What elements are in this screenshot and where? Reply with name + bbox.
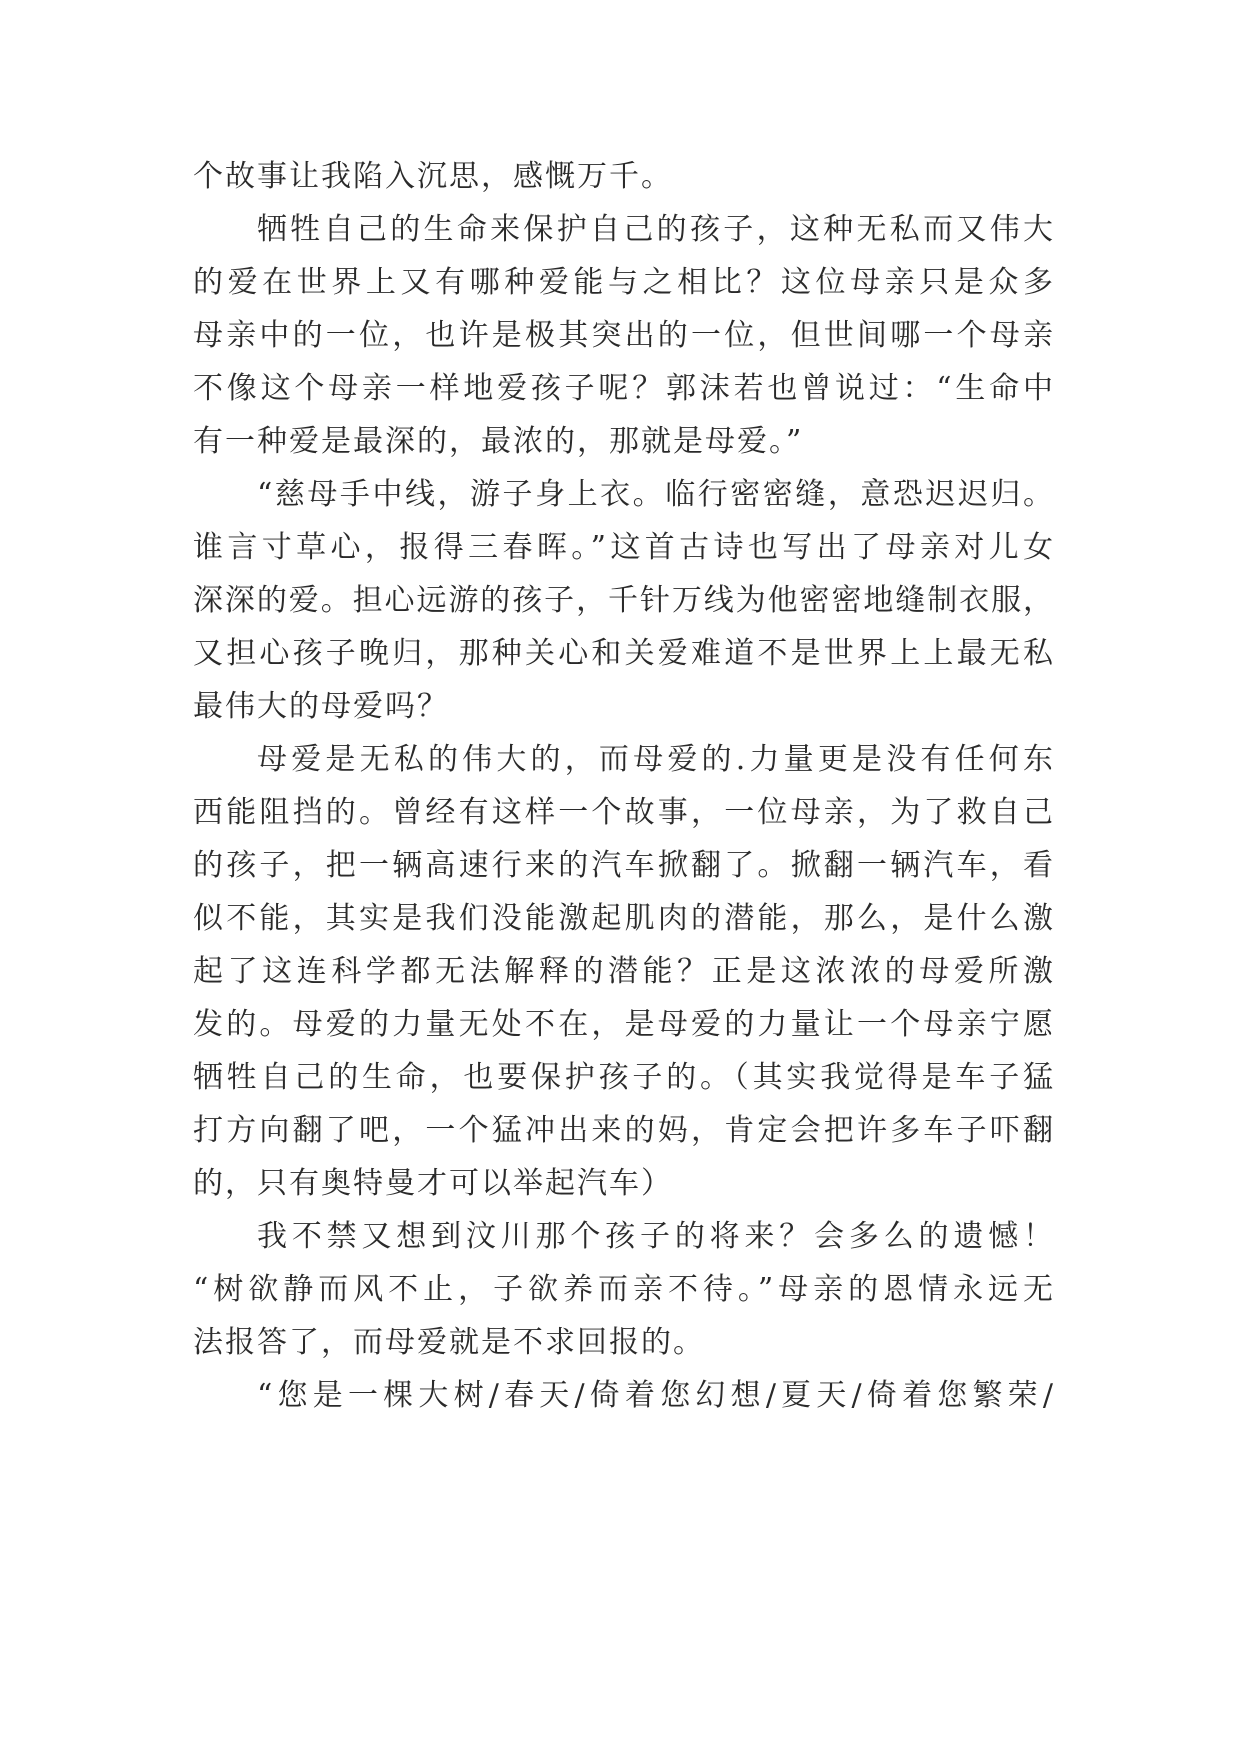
text-line-9: 深深的爱。担心远游的孩子，千针万线为他密密地缝制衣服，: [193, 583, 1053, 618]
text-line-20: 的，只有奥特曼才可以举起汽车）: [193, 1166, 673, 1201]
text-line-11: 最伟大的母爱吗？: [193, 689, 449, 724]
text-line-10: 又担心孩子晚归，那种关心和关爱难道不是世界上上最无私: [193, 636, 1053, 671]
text-line-19: 打方向翻了吧，一个猛冲出来的妈，肯定会把许多车子吓翻: [193, 1113, 1053, 1148]
text-line-4: 母亲中的一位，也许是极其突出的一位，但世间哪一个母亲: [193, 318, 1053, 353]
text-line-14: 的孩子，把一辆高速行来的汽车掀翻了。掀翻一辆汽车，看: [193, 848, 1053, 883]
text-line-16: 起了这连科学都无法解释的潜能？正是这浓浓的母爱所激: [193, 954, 1053, 989]
text-line-2: 牺牲自己的生命来保护自己的孩子，这种无私而又伟大: [257, 212, 1053, 247]
text-line-23: 法报答了，而母爱就是不求回报的。: [193, 1325, 705, 1360]
text-line-8: 谁言寸草心，报得三春晖。”这首古诗也写出了母亲对儿女: [193, 530, 1053, 565]
text-line-5: 不像这个母亲一样地爱孩子呢？郭沫若也曾说过：“生命中: [193, 371, 1053, 406]
text-line-3: 的爱在世界上又有哪种爱能与之相比？这位母亲只是众多: [193, 265, 1053, 300]
text-line-18: 牺牲自己的生命，也要保护孩子的。（其实我觉得是车子猛: [193, 1060, 1053, 1095]
text-line-24: “您是一棵大树/春天/倚着您幻想/夏天/倚着您繁荣/: [257, 1378, 1053, 1413]
text-line-17: 发的。母爱的力量无处不在，是母爱的力量让一个母亲宁愿: [193, 1007, 1053, 1042]
text-line-7: “慈母手中线，游子身上衣。临行密密缝，意恐迟迟归。: [257, 477, 1053, 512]
text-line-22: “树欲静而风不止，子欲养而亲不待。”母亲的恩情永远无: [193, 1272, 1053, 1307]
text-line-6: 有一种爱是最深的，最浓的，那就是母爱。”: [193, 424, 804, 459]
text-line-12: 母爱是无私的伟大的，而母爱的.力量更是没有任何东: [257, 742, 1053, 777]
text-line-21: 我不禁又想到汶川那个孩子的将来？会多么的遗憾！: [257, 1219, 1053, 1254]
text-line-13: 西能阻挡的。曾经有这样一个故事，一位母亲，为了救自己: [193, 795, 1053, 830]
text-line-15: 似不能，其实是我们没能激起肌肉的潜能，那么，是什么激: [193, 901, 1053, 936]
text-line-1: 个故事让我陷入沉思，感慨万千。: [193, 159, 673, 194]
